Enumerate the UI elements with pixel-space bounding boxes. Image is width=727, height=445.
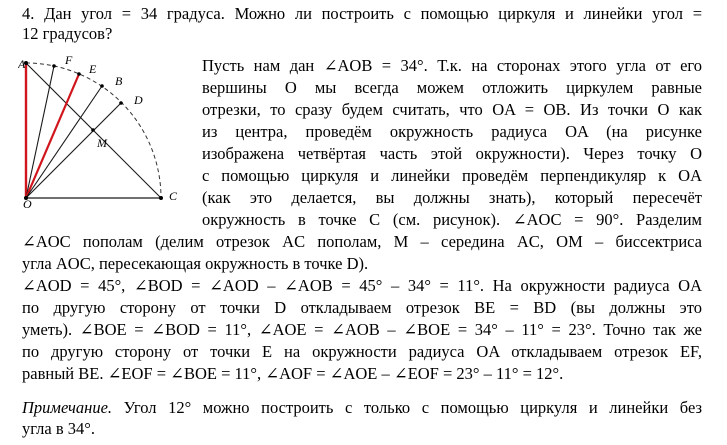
- note-line-1: [22, 398, 702, 418]
- solution-line-1: Пусть нам дан ∠AOB = 34°. Т.к. на сторонах этого угла от его: [202, 56, 702, 75]
- label-f: F: [65, 53, 73, 67]
- solution-line-5: изображена четвёртая часть этой окружности). Через точку O: [202, 144, 702, 163]
- label-o: O: [23, 197, 32, 208]
- solution-line-15: равный BE. ∠EOF = ∠BOE = 11°, ∠AOF = ∠AOE – ∠EOF = 23° – 11° = 12°.: [22, 364, 564, 383]
- solution-line-8: окружность в точке C (см. рисунок). ∠AOC = 90°. Разделим: [202, 210, 702, 229]
- point-b: [100, 84, 104, 88]
- label-c: C: [169, 189, 178, 203]
- solution-line-9: ∠AOC пополам (делим отрезок AC пополам, M – середина AC, OM – биссектриса: [22, 232, 702, 251]
- point-f: [52, 64, 56, 68]
- solution-line-14: по другую сторону от точки E на окружности радиуса OA откладываем отрезок EF,: [22, 342, 702, 361]
- point-e: [77, 72, 81, 76]
- solution-line-2: вершины O мы всегда можем отложить циркулем равные: [202, 78, 702, 97]
- solution-line-11: ∠AOD = 45°, ∠BOD = ∠AOD – ∠AOB = 45° – 34° = 11°. На окружности радиуса OA: [22, 276, 702, 295]
- solution-line-13: уметь). ∠BOE = ∠BOD = 11°, ∠AOE = ∠AOB – ∠BOE = 34° – 11° = 23°. Точно так же: [22, 320, 702, 339]
- note-label: Примечание.: [22, 398, 113, 417]
- solution-line-7: (как это делается, вы должны знать), который пересечёт: [202, 188, 702, 207]
- solution-line-3: отрезки, то сразу будем считать, что OA = OB. Из точки O как: [202, 100, 702, 119]
- solution-line-10: угла AOC, пересекающая окружность в точке D).: [22, 254, 369, 273]
- label-a: A: [18, 57, 26, 71]
- segment-od: [26, 103, 121, 198]
- note-line-2: угла в 34°.: [22, 419, 96, 438]
- solution-line-12: по другую сторону от точки D откладываем отрезок BE = BD (вы должны это: [22, 298, 702, 317]
- label-e: E: [89, 62, 97, 76]
- point-c: [159, 196, 163, 200]
- solution-line-6: с помощью циркуля и линейки проведём перпендикуляр к OA: [202, 166, 702, 185]
- note-text-1: Угол 12° можно построить с только с помощью циркуля и линейки без: [112, 398, 702, 417]
- geometry-figure: [18, 48, 190, 208]
- label-d: D: [134, 93, 143, 107]
- problem-line-1: 4. Дан угол = 34 градуса. Можно ли построить с помощью циркуля и линейки угол =: [22, 4, 702, 23]
- solution-line-4: из центра, проведём окружность радиуса OA (на рисунке: [202, 122, 702, 141]
- problem-line-2: 12 градусов?: [22, 24, 113, 43]
- label-b: B: [115, 74, 123, 88]
- segment-oe: [26, 74, 79, 198]
- point-d: [119, 101, 123, 105]
- point-m: [91, 128, 95, 132]
- label-m: M: [97, 136, 107, 150]
